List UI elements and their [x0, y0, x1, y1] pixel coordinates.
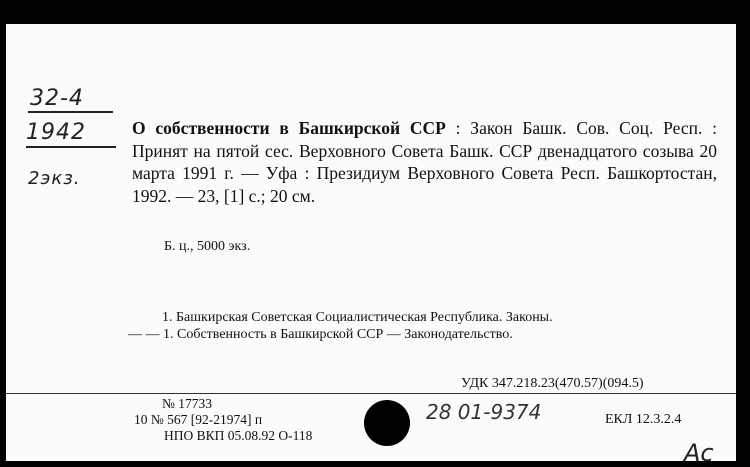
call-number-underline [28, 111, 113, 113]
handwritten-number: 28 01-9374 [426, 400, 542, 424]
subject-line-2: — — 1. Собственность в Башкирской ССР — Законодательство. [128, 327, 513, 342]
footer-order: 10 № 567 [92-21974] п [134, 412, 263, 427]
bibliographic-description [132, 117, 717, 207]
punch-hole [364, 400, 410, 446]
divider-line [6, 393, 736, 394]
call-number-handwritten: 32-4 [30, 86, 84, 111]
year-underline [26, 146, 116, 148]
subject-line-1: 1. Башкирская Советская Социалистическая Республика. Законы. [162, 310, 553, 325]
copies-handwritten: 2экз. [28, 168, 81, 189]
footer-number: № 17733 [162, 396, 213, 411]
subject-headings [128, 309, 718, 343]
record-description: : Закон Башк. Сов. Соц. Респ. : Принят на пятой сес. Верховного Совета Башк. ССР двенадцатого созыва 20 марта 1991 г. — Уфа : Президиум Верховного Совета Респ. Башкортостан, 1992. — 23, [1] с.; 20 см. [132, 118, 717, 206]
record-title: О собственности в Башкирской ССР [132, 118, 446, 138]
cataloger-initials: Ас [684, 439, 714, 467]
price-line: Б. ц., 5000 экз. [164, 239, 251, 254]
ekl-code: ЕКЛ 12.3.2.4 [605, 412, 682, 427]
catalog-card [6, 24, 736, 467]
call-number-year-handwritten: 1942 [26, 120, 86, 145]
footer-npo: НПО ВКП 05.08.92 О-118 [164, 428, 313, 443]
udk-code: УДК 347.218.23(470.57)(094.5) [461, 376, 644, 391]
